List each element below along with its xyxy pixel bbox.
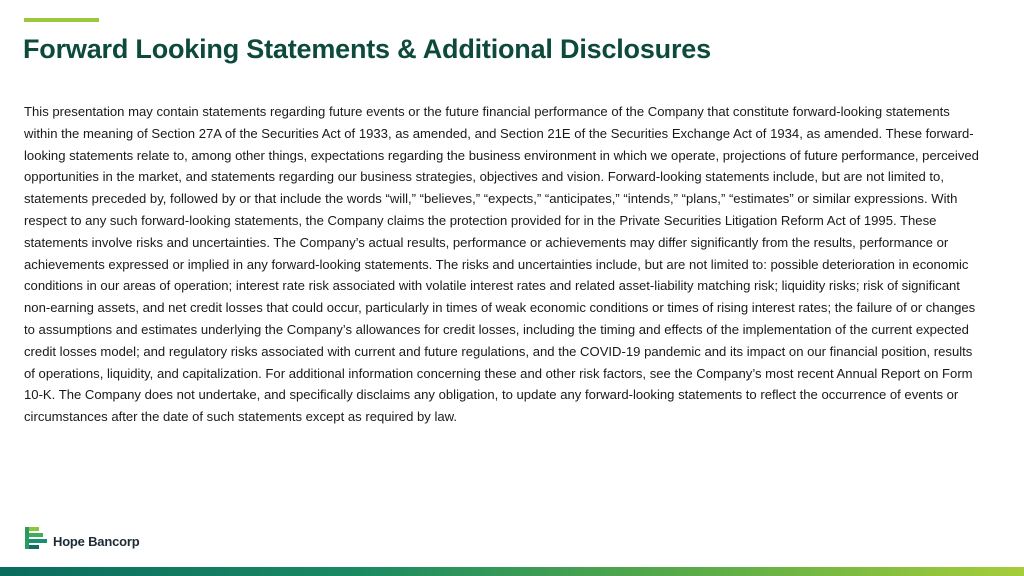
hope-bancorp-logo-icon	[25, 527, 47, 551]
disclosure-body-text: This presentation may contain statements regarding future events or the future financial performance of the Company that constitute forward-looking statements within the meaning of Section 27A of the Securities Act of 1933, as amended, and Section 21E of the Securities Exchange Act of 1934, as amended. These forward-looking statements relate to, among other things, expectations regarding the business environment in which we operate, projections of future performance, perceived opportunities in the market, and statements regarding our business strategies, objectives and vision. Forward-looking statements include, but are not limited to, statements preceded by, followed by or that include the words “will,” “believes,” “expects,” “anticipates,” “intends,” “plans,” “estimates” or similar expressions. With respect to any such forward-looking statements, the Company claims the protection provided for in the Private Securities Litigation Reform Act of 1995. These statements involve risks and uncertainties. The Company’s actual results, performance or achievements may differ significantly from the results, performance or achievements expressed or implied in any forward-looking statements. The risks and uncertainties include, but are not limited to: possible deterioration in economic conditions in our areas of operation; interest rate risk associated with volatile interest rates and related asset-liability matching risk; liquidity risks; risk of significant non-earning assets, and net credit losses that could occur, particularly in times of weak economic conditions or times of rising interest rates; the failure of or changes to assumptions and estimates underlying the Company’s allowances for credit losses, including the timing and effects of the implementation of the current expected credit losses model; and regulatory risks associated with current and future regulations, and the COVID-19 pandemic and its impact on our financial position, results of operations, liquidity, and capitalization. For additional information concerning these and other risk factors, see the Company’s most recent Annual Report on Form 10-K. The Company does not undertake, and specifically disclaims any obligation, to update any forward-looking statements to reflect the occurrence of events or circumstances after the date of such statements except as required by law.	[24, 104, 979, 425]
bottom-gradient-bar	[0, 567, 1024, 576]
company-logo	[25, 527, 139, 551]
title-accent-line	[24, 18, 99, 22]
slide-title: Forward Looking Statements & Additional Disclosures	[23, 34, 711, 64]
logo-text: Hope Bancorp	[53, 533, 140, 549]
